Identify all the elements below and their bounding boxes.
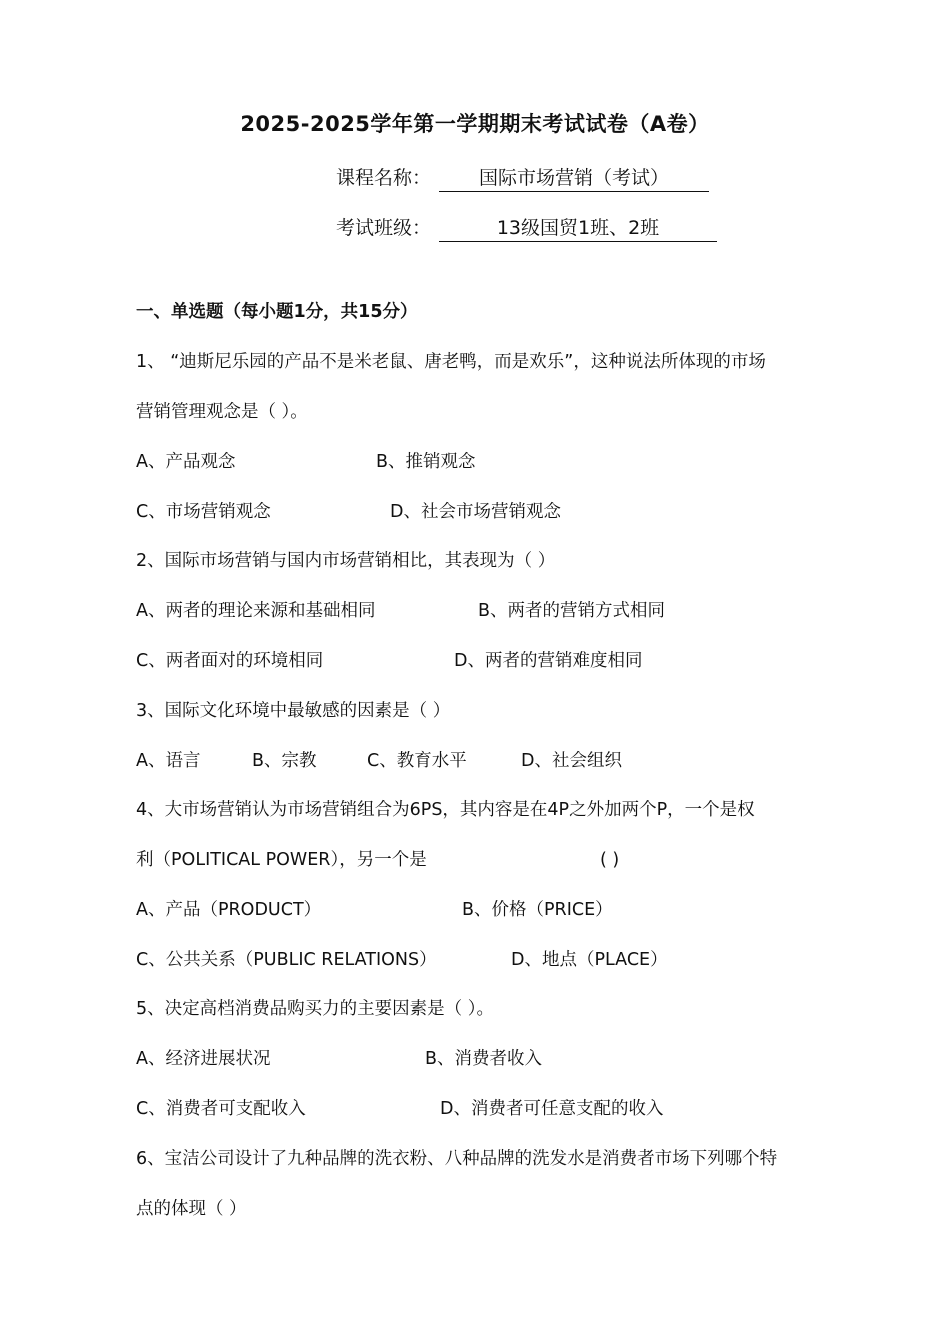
option-c: C、市场营销观念 xyxy=(136,502,271,522)
option-c: C、消费者可支配收入 xyxy=(136,1099,306,1119)
option-d: D、社会组织 xyxy=(521,751,622,771)
question-stem: 1、 “迪斯尼乐园的产品不是米老鼠、唐老鸭，而是欢乐”，这种说法所体现的市场 xyxy=(136,352,766,372)
option-d: D、消费者可任意支配的收入 xyxy=(440,1099,664,1119)
option-a: A、经济进展状况 xyxy=(136,1049,271,1069)
question-stem: 3、国际文化环境中最敏感的因素是（ ） xyxy=(136,701,451,721)
question-stem: 5、决定高档消费品购买力的主要因素是（ ）。 xyxy=(136,999,494,1019)
question-stem: 6、宝洁公司设计了九种品牌的洗衣粉、八种品牌的洗发水是消费者市场下列哪个特 xyxy=(136,1149,778,1169)
option-d: D、社会市场营销观念 xyxy=(390,502,561,522)
option-c: C、公共关系（PUBLIC RELATIONS） xyxy=(136,950,437,970)
course-label: 课程名称： xyxy=(336,167,432,189)
question-stem: 4、大市场营销认为市场营销组合为6PS，其内容是在4P之外加两个P，一个是权 xyxy=(136,800,755,820)
class-label: 考试班级： xyxy=(336,217,432,239)
question-stem: 2、国际市场营销与国内市场营销相比，其表现为（ ） xyxy=(136,551,556,571)
class-row xyxy=(336,213,717,242)
section-heading: 一、单选题（每小题1分，共15分） xyxy=(136,302,418,322)
question-stem: 点的体现（ ） xyxy=(136,1199,247,1219)
option-b: B、两者的营销方式相同 xyxy=(478,601,666,621)
option-b: B、消费者收入 xyxy=(425,1049,543,1069)
question-stem: 利（POLITICAL POWER），另一个是 xyxy=(136,850,427,870)
class-value: 13级国贸1班、2班 xyxy=(439,213,717,242)
option-d: D、地点（PLACE） xyxy=(511,950,668,970)
course-row xyxy=(336,163,709,192)
option-b: B、推销观念 xyxy=(376,452,476,472)
answer-blank: ( ) xyxy=(600,850,620,870)
option-a: A、产品观念 xyxy=(136,452,236,472)
option-a: A、语言 xyxy=(136,751,201,771)
option-c: C、两者面对的环境相同 xyxy=(136,651,324,671)
option-a: A、两者的理论来源和基础相同 xyxy=(136,601,376,621)
option-a: A、产品（PRODUCT） xyxy=(136,900,322,920)
question-stem: 营销管理观念是（ ）。 xyxy=(136,402,308,422)
option-b: B、价格（PRICE） xyxy=(462,900,613,920)
option-c: C、教育水平 xyxy=(367,751,467,771)
option-d: D、两者的营销难度相同 xyxy=(454,651,643,671)
exam-title: 2025-2025学年第一学期期末考试试卷（A卷） xyxy=(240,112,710,136)
option-b: B、宗教 xyxy=(252,751,317,771)
course-value: 国际市场营销（考试） xyxy=(439,163,709,192)
